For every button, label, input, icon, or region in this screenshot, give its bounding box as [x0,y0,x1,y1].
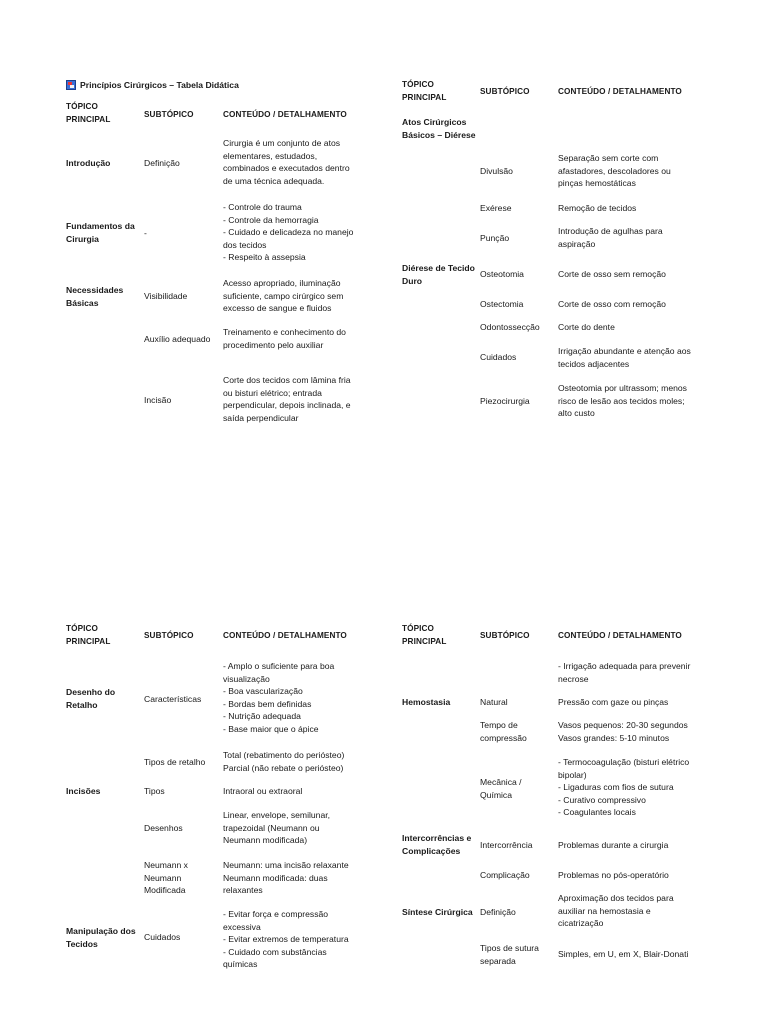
content-neumann: Neumann: uma incisão relaxante Neumann modificada: duas relaxantes [223,860,349,896]
header-content: CONTEÚDO / DETALHAMENTO [558,631,682,640]
content-desenhos: Linear, envelope, semilunar, trapezoidal (Neumann ou Neumann modificada) [223,810,331,846]
topic-intercorrencias: Intercorrências e Complicações [402,833,472,856]
sub-mecanica-quimica: Mecânica / Química [480,777,522,800]
content-puncao: Introdução de agulhas para aspiração [558,226,663,249]
sub-cuidados: Cuidados [480,352,517,362]
content-mecanica-quimica: - Termocoagulação (bisturi elétrico bipolar) - Ligaduras com fios de sutura - Curativo compressivo - Coagulantes locais [558,757,690,818]
sub-ostectomia: Ostectomia [480,299,524,309]
sub-intercorrencia: Intercorrência [480,840,533,850]
sub-desenhos: Desenhos [144,823,183,833]
sub-dash: - [144,228,147,238]
content-cuidados: Irrigação abundante e atenção aos tecidos adjacentes [558,346,691,369]
content-visibilidade: Acesso apropriado, iluminação suficiente, campo cirúrgico sem excesso de sangue e fluidos [223,278,344,314]
topic-sintese: Síntese Cirúrgica [402,907,473,917]
header-topic: TÓPICO PRINCIPAL [402,624,447,646]
content-irrigacao: - Irrigação adequada para prevenir necrose [558,661,691,684]
topic-dierese-duro: Diérese de Tecido Duro [402,263,475,286]
content-sintese-definicao: Aproximação dos tecidos para auxiliar na hemostasia e cicatrização [558,893,674,929]
header-content: CONTEÚDO / DETALHAMENTO [223,110,347,119]
sub-puncao: Punção [480,233,510,243]
sub-definicao: Definição [144,158,180,168]
content-manipulacao: - Evitar força e compressão excessiva - Evitar extremos de temperatura - Cuidado com substâncias químicas [223,909,349,970]
content-auxilio: Treinamento e conhecimento do procedimento pelo auxiliar [223,327,346,350]
header-content: CONTEÚDO / DETALHAMENTO [558,87,682,96]
content-tipos: Intraoral ou extraoral [223,786,303,796]
content-exerese: Remoção de tecidos [558,203,637,213]
sub-tempo-compressao: Tempo de compressão [480,720,527,743]
topic-necessidades: Necessidades Básicas [66,285,124,308]
sub-complicacao: Complicação [480,870,530,880]
topic-fundamentos: Fundamentos da Cirurgia [66,221,135,244]
sub-piezocirurgia: Piezocirurgia [480,396,530,406]
header-subtopic: SUBTÓPICO [480,631,530,640]
header-subtopic: SUBTÓPICO [144,110,194,119]
content-divulsao: Separação sem corte com afastadores, descoladores ou pinças hemostáticas [558,153,671,189]
header-subtopic: SUBTÓPICO [480,87,530,96]
topic-incisoes: Incisões [66,786,101,796]
sub-auxilio: Auxílio adequado [144,334,211,344]
sub-tipos-sutura: Tipos de sutura separada [480,943,539,966]
content-natural: Pressão com gaze ou pinças [558,697,669,707]
content-tipos-sutura: Simples, em U, em X, Blair-Donati [558,949,689,959]
content-odontosseccao: Corte do dente [558,322,615,332]
content-definicao: Cirurgia é um conjunto de atos elementares, estudados, combinados e executados dentro de uma técnica adequada. [223,138,350,186]
document-title-text: Princípios Cirúrgicos – Tabela Didática [80,80,239,90]
sub-cuidados: Cuidados [144,932,181,942]
content-fundamentos: - Controle do trauma - Controle da hemorragia - Cuidado e delicadeza no manejo dos tecidos - Respeito à assepsia [223,202,354,263]
content-complicacao: Problemas no pós-operatório [558,870,669,880]
topic-atos-cirurgicos: Atos Cirúrgicos Básicos – Diérese [402,117,476,140]
header-content: CONTEÚDO / DETALHAMENTO [223,631,347,640]
sub-exerese: Exérese [480,203,512,213]
sub-incisao: Incisão [144,395,172,405]
content-ostectomia: Corte de osso com remoção [558,299,666,309]
topic-introducao: Introdução [66,158,111,168]
sub-divulsao: Divulsão [480,166,513,176]
document-icon [66,80,76,90]
content-intercorrencia: Problemas durante a cirurgia [558,840,669,850]
document-title [66,79,239,92]
content-tempo-compressao: Vasos pequenos: 20-30 segundos Vasos grandes: 5-10 minutos [558,720,688,743]
sub-caracteristicas: Características [144,694,202,704]
sub-tipos: Tipos [144,786,165,796]
sub-neumann: Neumann x Neumann Modificada [144,860,188,896]
content-tipos-retalho: Total (rebatimento do periósteo) Parcial (não rebate o periósteo) [223,750,345,773]
topic-desenho-retalho: Desenho do Retalho [66,687,116,710]
header-topic: TÓPICO PRINCIPAL [66,102,111,124]
sub-definicao: Definição [480,907,516,917]
sub-osteotomia: Osteotomia [480,269,524,279]
content-piezocirurgia: Osteotomia por ultrassom; menos risco de lesão aos tecidos moles; alto custo [558,383,687,419]
sub-visibilidade: Visibilidade [144,291,188,301]
sub-odontosseccao: Odontossecção [480,322,540,332]
content-osteotomia: Corte de osso sem remoção [558,269,666,279]
topic-manipulacao: Manipulação dos Tecidos [66,926,136,949]
header-topic: TÓPICO PRINCIPAL [66,624,111,646]
content-caracteristicas: - Amplo o suficiente para boa visualização - Boa vascularização - Bordas bem definidas - Nutrição adequada - Base maior que o ápice [223,661,335,734]
header-topic: TÓPICO PRINCIPAL [402,80,447,102]
sub-tipos-retalho: Tipos de retalho [144,757,206,767]
content-incisao: Corte dos tecidos com lâmina fria ou bisturi elétrico; entrada perpendicular, depois inclinada, e saída perpendicular [223,375,351,423]
header-subtopic: SUBTÓPICO [144,631,194,640]
sub-natural: Natural [480,697,508,707]
topic-hemostasia: Hemostasia [402,697,451,707]
